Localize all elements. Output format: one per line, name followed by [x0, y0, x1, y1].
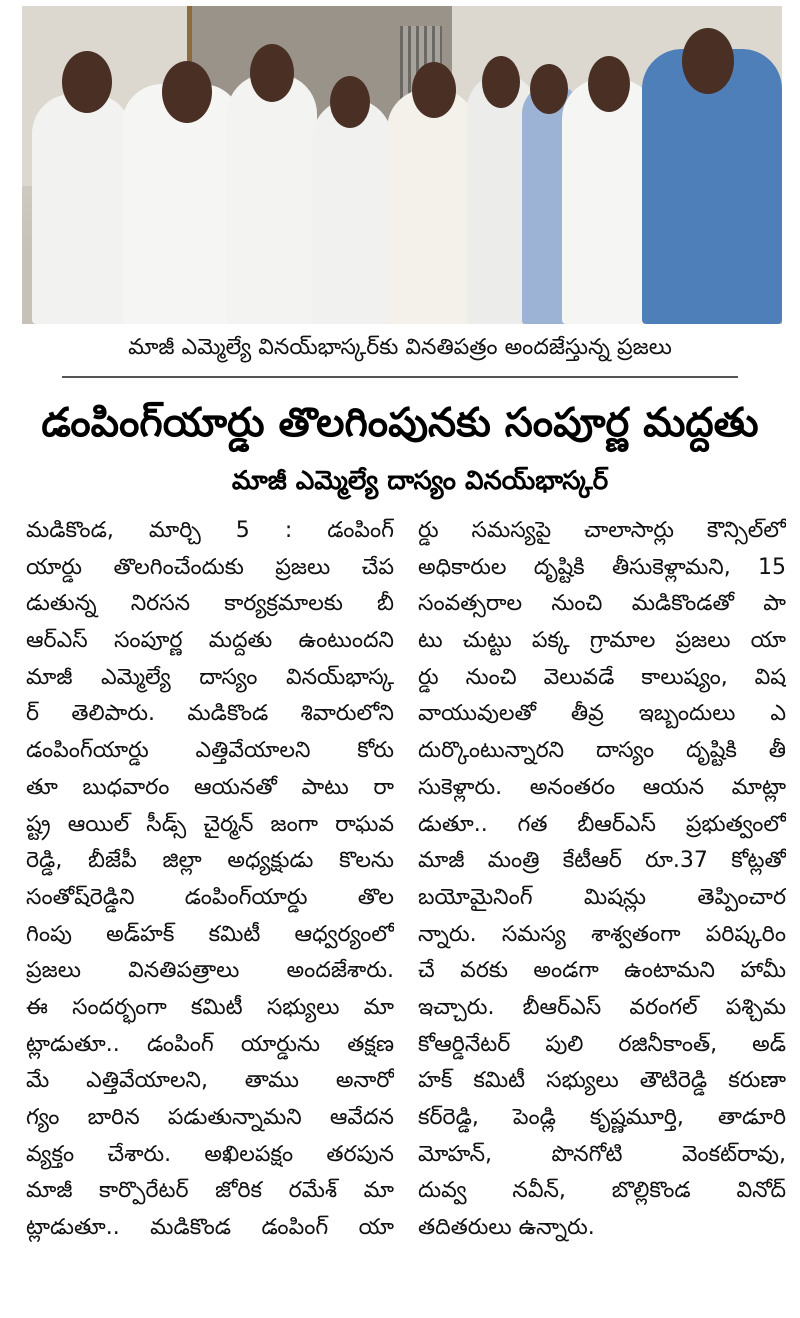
- text-line: చే వరకు అండగా ఉంటామని హామీ: [418, 958, 786, 984]
- text-line: ఇచ్చారు. బీఆర్ఎస్ వరంగల్ పశ్చిమ: [418, 994, 786, 1020]
- text-line: ర్డు నుంచి వెలువడే కాలుష్యం, విష: [418, 664, 786, 690]
- text-line: మాజీ ఎమ్మెల్యే దాస్యం వినయ్‌భాస్క: [26, 664, 394, 690]
- text-line: హక్ కమిటీ సభ్యులు తౌటిరెడ్డి కరుణా: [418, 1068, 786, 1094]
- headline: డంపింగ్‌యార్డు తొలగింపునకు సంపూర్ణ మద్దతు: [41, 400, 759, 446]
- text-line: ర్ తెలిపారు. మడికొండ శివారులోని: [26, 701, 394, 727]
- text-line: ట్లాడుతూ.. మడికొండ డంపింగ్ యా: [26, 1215, 394, 1241]
- text-line: ష్ట్ర ఆయిల్ సీడ్స్ చైర్మన్ జంగా రాఘవ: [26, 811, 394, 837]
- text-line: సుకెళ్లారు. అనంతరం ఆయన మాట్లా: [418, 774, 786, 800]
- text-line: కర్‌రెడ్డి, పెండ్లి కృష్ణమూర్తి, తాడూరి: [418, 1105, 786, 1130]
- text-line: గ్యం బారిన పడుతున్నామని ఆవేదన: [26, 1105, 394, 1130]
- text-line: తదితరులు ఉన్నారు.: [418, 1215, 595, 1241]
- text-line: సంతోష్‌రెడ్డిని డంపింగ్‌యార్డు తొల: [26, 884, 394, 910]
- text-line: బయోమైనింగ్ మిషన్లు తెప్పించార: [418, 884, 786, 910]
- text-line: మడికొండ, మార్చి 5 : డంపింగ్: [26, 518, 394, 543]
- text-line: వ్యక్తం చేశారు. అఖిలపక్షం తరపున: [26, 1141, 394, 1167]
- text-line: మోహన్, పొనగోటి వెంకట్‌రావు,: [418, 1141, 786, 1167]
- text-line: డుతున్న నిరసన కార్యక్రమాలకు బీ: [26, 591, 394, 617]
- text-line: డంపింగ్‌యార్డు ఎత్తివేయాలని కోరు: [26, 738, 394, 764]
- text-line: గింపు అడ్‌హక్ కమిటీ ఆధ్వర్యంలో: [26, 921, 394, 947]
- article-column-right: [418, 513, 786, 1247]
- text-line: ఆర్ఎస్ సంపూర్ణ మద్దతు ఉంటుందని: [26, 628, 394, 654]
- text-line: ర్డు సమస్యపై చాలాసార్లు కౌన్సిల్‌లో: [418, 518, 786, 543]
- text-line: సంవత్సరాల నుంచి మడికొండతో పా: [418, 591, 786, 617]
- text-line: టు చుట్టు పక్క గ్రామాల ప్రజలు యా: [418, 628, 786, 654]
- subheadline: మాజీ ఎమ్మెల్యే దాస్యం వినయ్‌భాస్కర్: [231, 466, 609, 496]
- text-line: డుతూ.. గత బీఆర్ఎస్ ప్రభుత్వంలో: [418, 811, 786, 837]
- divider-rule: [62, 376, 738, 378]
- news-photo: [22, 6, 782, 324]
- text-line: అధికారుల దృష్టికి తీసుకెళ్లామని, 15: [418, 554, 786, 580]
- text-line: రెడ్డి, బీజేపీ జిల్లా అధ్యక్షుడు కొలను: [26, 848, 394, 874]
- text-line: దుర్కొంటున్నారని దాస్యం దృష్టికి తీ: [418, 738, 786, 764]
- text-line: ఈ సందర్భంగా కమిటీ సభ్యులు మా: [26, 994, 394, 1020]
- text-line: మాజీ మంత్రి కేటీఆర్ రూ.37 కోట్లతో: [418, 848, 786, 874]
- text-line: మే ఎత్తివేయాలని, తాము అనారో: [26, 1068, 394, 1094]
- text-line: దువ్వ నవీన్, బొల్లికొండ వినోద్: [418, 1178, 786, 1204]
- text-line: తూ బుధవారం ఆయనతో పాటు రా: [26, 774, 394, 800]
- text-line: మాజీ కార్పొరేటర్ జోరిక రమేశ్ మా: [26, 1178, 394, 1204]
- text-line: కోఆర్డినేటర్ పులి రజినీకాంత్, అడ్: [418, 1031, 786, 1057]
- text-line: యార్డు తొలగించేందుకు ప్రజలు చేప: [26, 554, 394, 580]
- text-line: ప్రజలు వినతిపత్రాలు అందజేశారు.: [26, 958, 394, 984]
- article-column-left: [26, 513, 394, 1247]
- text-line: వాయువులతో తీవ్ర ఇబ్బందులు ఎ: [418, 701, 786, 727]
- text-line: న్నారు. సమస్య శాశ్వతంగా పరిష్కరిం: [418, 921, 786, 947]
- text-line: ట్లాడుతూ.. డంపింగ్ యార్డును తక్షణ: [26, 1031, 394, 1057]
- photo-caption: మాజీ ఎమ్మెల్యే వినయ్‌భాస్కర్‌కు వినతిపత్రం అందజేస్తున్న ప్రజలు: [128, 335, 672, 360]
